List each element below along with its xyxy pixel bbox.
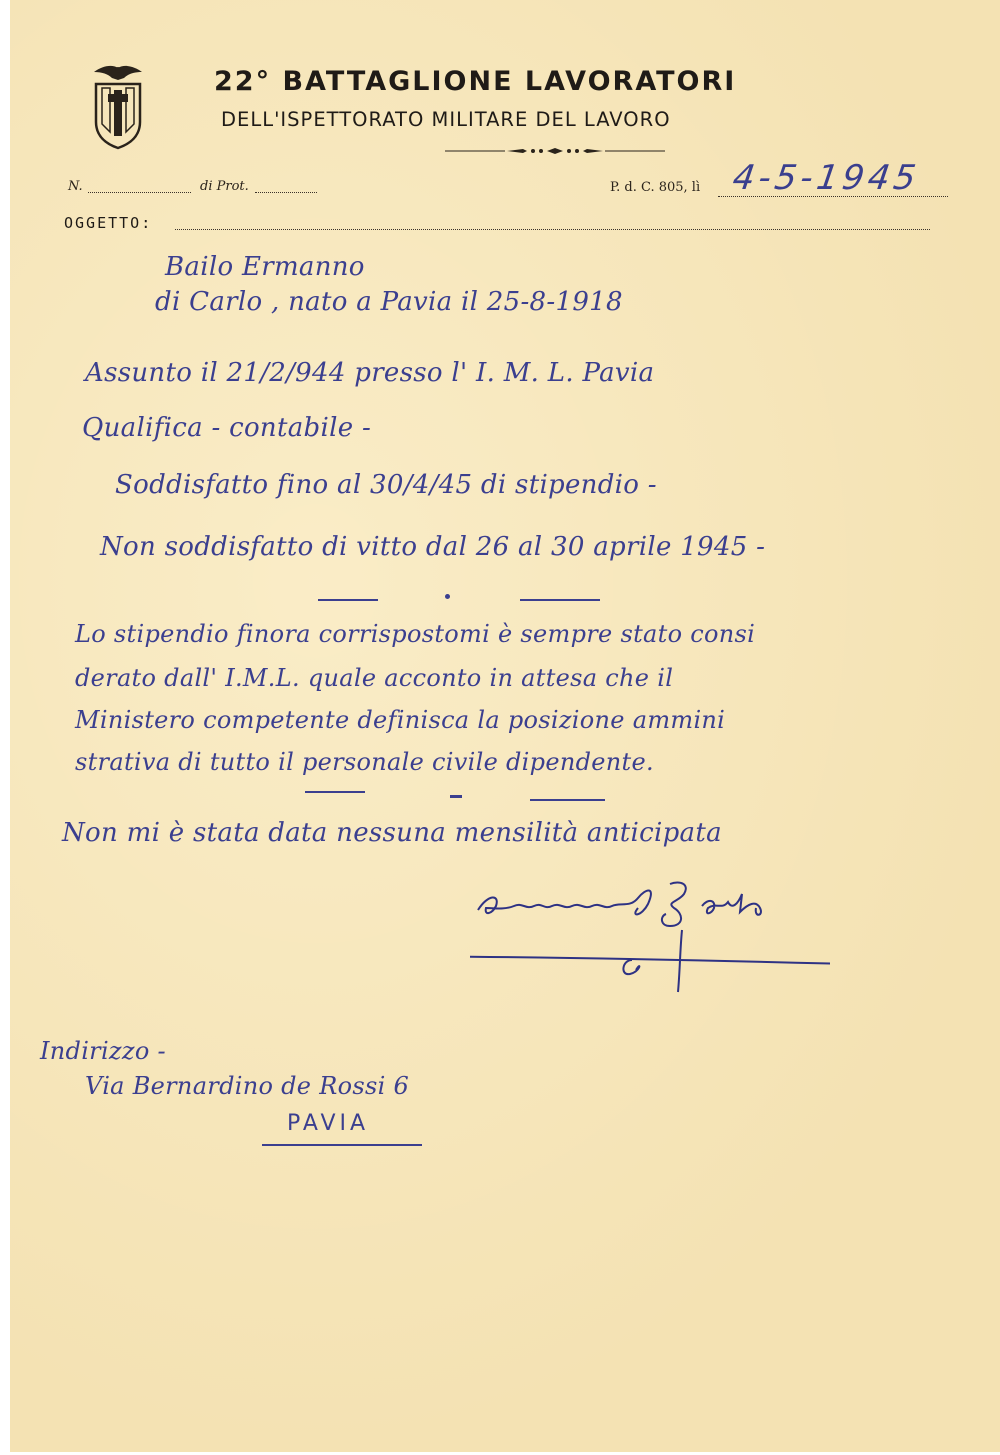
separator-mark-2 xyxy=(450,795,462,798)
separator-dash-left xyxy=(318,599,378,601)
letterhead-title: 22° BATTAGLIONE LAVORATORI xyxy=(214,66,737,97)
oggetto-field[interactable] xyxy=(175,229,930,230)
handwritten-signature xyxy=(470,880,830,1000)
eagle-shield-emblem-icon xyxy=(88,62,148,152)
number-label: N. xyxy=(68,179,83,194)
salary-paid: Soddisfatto fino al 30/4/45 di stipendio - xyxy=(115,470,657,500)
address-city: PAVIA xyxy=(287,1111,370,1136)
prot-label: di Prot. xyxy=(200,179,249,194)
separator-dash-right xyxy=(520,599,600,601)
prot-field[interactable] xyxy=(255,192,317,193)
job-role: Qualifica - contabile - xyxy=(82,413,372,443)
hire-info: Assunto il 21/2/944 presso l' I. M. L. Pavia xyxy=(85,358,655,388)
board-not-paid: Non soddisfatto di vitto dal 26 al 30 aprile 1945 - xyxy=(100,532,766,562)
separator-dash-right-2 xyxy=(530,799,605,801)
paragraph-line-3: Ministero competente definisca la posizione ammini xyxy=(75,706,726,734)
ornamental-rule xyxy=(445,146,665,156)
paragraph-line-4: strativa di tutto il personale civile dipendente. xyxy=(75,748,654,776)
person-name: Bailo Ermanno xyxy=(165,252,365,282)
city-underline xyxy=(262,1144,422,1146)
separator-dot xyxy=(445,594,450,599)
birth-info: di Carlo , nato a Pavia il 25-8-1918 xyxy=(155,287,623,317)
paragraph-line-1: Lo stipendio finora corrispostomi è sempre stato consi xyxy=(75,620,756,648)
address-street: Via Bernardino de Rossi 6 xyxy=(85,1072,410,1100)
separator-dash-left-2 xyxy=(305,791,365,793)
paragraph-line-2: derato dall' I.M.L. quale acconto in attesa che il xyxy=(75,664,674,692)
pdc-label: P. d. C. 805, lì xyxy=(610,180,701,195)
handwritten-date: 4-5-1945 xyxy=(730,158,923,198)
no-advance-note: Non mi è stata data nessuna mensilità anticipata xyxy=(62,818,722,848)
letterhead-subtitle: DELL'ISPETTORATO MILITARE DEL LAVORO xyxy=(221,108,671,131)
address-label: Indirizzo - xyxy=(40,1037,166,1065)
number-field[interactable] xyxy=(88,192,191,193)
oggetto-label: OGGETTO: xyxy=(64,214,153,232)
